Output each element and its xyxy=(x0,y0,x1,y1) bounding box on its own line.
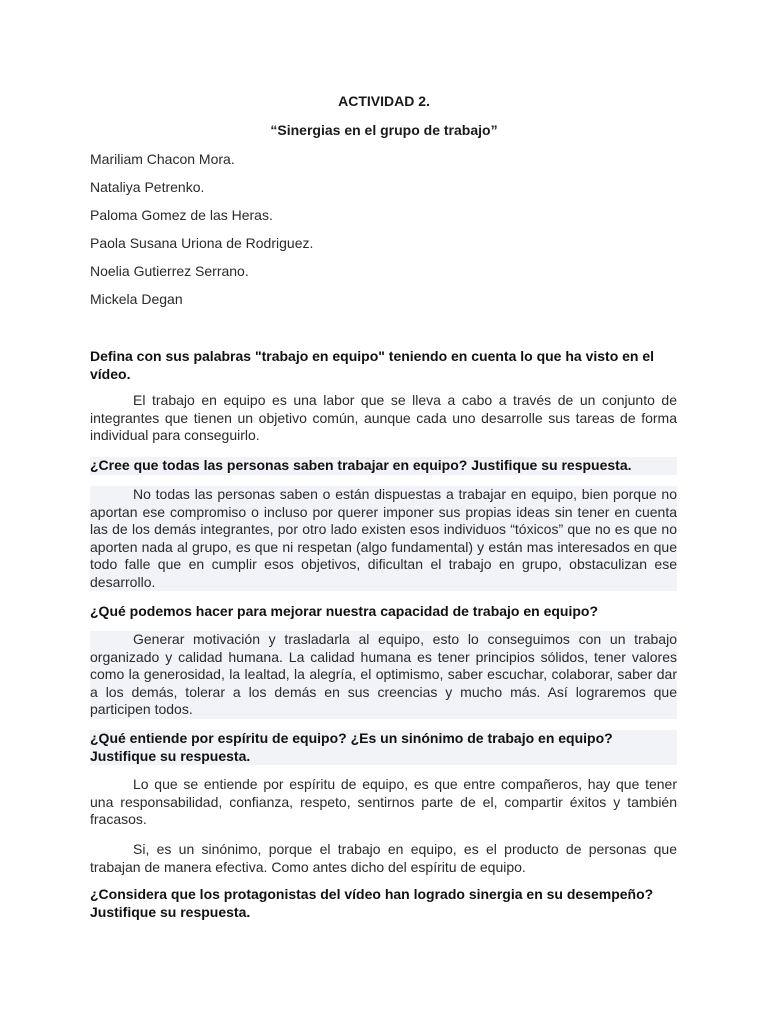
author-name: Mickela Degan xyxy=(90,291,183,307)
author-name: Nataliya Petrenko. xyxy=(90,179,205,195)
answer-paragraph: Generar motivación y trasladarla al equipo, esto lo conseguimos con un trabajo organizado y calidad humana. La calidad humana es tener principios sólidos, tener valores como la generosidad, la lealtad, la alegría, el optimismo, saber escuchar, colaborar, saber dar a los demás, tolerar a los demás en sus creencias y mucho más. Así lograremos que participen todos. xyxy=(90,631,677,717)
author-name: Paloma Gomez de las Heras. xyxy=(90,207,273,223)
question-heading: ¿Qué entiende por espíritu de equipo? ¿Es un sinónimo de trabajo en equipo? Justifique su respuesta. xyxy=(90,730,677,765)
question-heading: Defina con sus palabras "trabajo en equipo" teniendo en cuenta lo que ha visto en el vídeo. xyxy=(90,348,655,382)
question-heading: ¿Considera que los protagonistas del vídeo han logrado sinergia en su desempeño? Justifique su respuesta. xyxy=(90,886,654,920)
answer-paragraph: Lo que se entiende por espíritu de equipo, es que entre compañeros, hay que tener una responsabilidad, confianza, respeto, sentirnos parte de el, compartir éxitos y también fracasos. xyxy=(90,776,677,827)
question-heading: ¿Qué podemos hacer para mejorar nuestra capacidad de trabajo en equipo? xyxy=(90,603,599,619)
answer-paragraph: El trabajo en equipo es una labor que se lleva a cabo a través de un conjunto de integrantes que tienen un objetivo común, aunque cada uno desarrolle sus tareas de forma individual para conseguirlo. xyxy=(90,392,677,443)
document-subtitle: “Sinergias en el grupo de trabajo” xyxy=(270,122,498,138)
document-title: ACTIVIDAD 2. xyxy=(338,93,430,109)
answer-paragraph: Si, es un sinónimo, porque el trabajo en equipo, es el producto de personas que trabajan de manera efectiva. Como antes dicho del espíritu de equipo. xyxy=(90,841,677,875)
author-name: Paola Susana Uriona de Rodriguez. xyxy=(90,235,314,251)
author-name: Noelia Gutierrez Serrano. xyxy=(90,263,249,279)
author-name: Mariliam Chacon Mora. xyxy=(90,151,235,167)
question-heading: ¿Cree que todas las personas saben trabajar en equipo? Justifique su respuesta. xyxy=(90,457,677,475)
answer-paragraph: No todas las personas saben o están dispuestas a trabajar en equipo, bien porque no aportan ese compromiso o incluso por querer imponer sus propias ideas sin tener en cuenta las de los demás integrantes, por otro lado existen esos individuos “tóxicos” que no es que no aporten nada al grupo, es que ni respetan (algo fundamental) y están mas interesados en que todo falle que en cumplir esos objetivos, dificultan el trabajo en grupo, obstaculizan ese desarrollo. xyxy=(90,486,677,590)
